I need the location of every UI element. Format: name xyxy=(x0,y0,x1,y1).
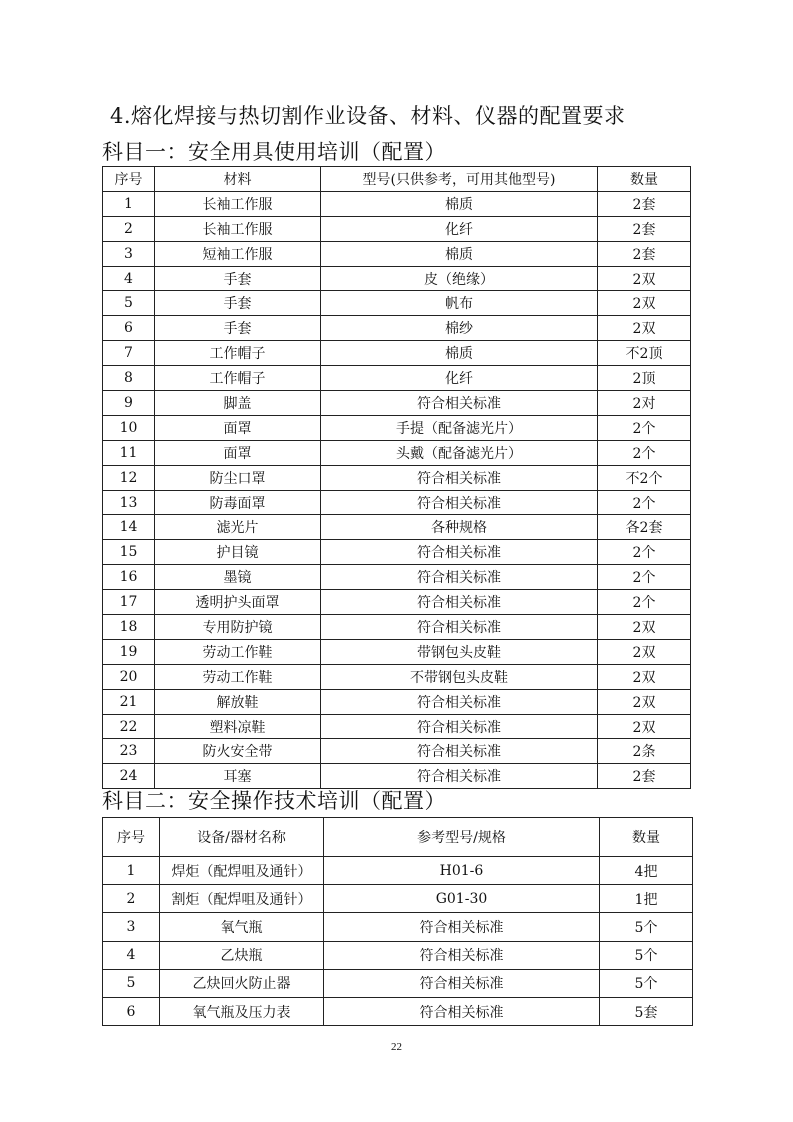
col-header-material: 材料 xyxy=(155,167,321,192)
cell-name: 工作帽子 xyxy=(155,366,321,391)
cell-quantity: 2双 xyxy=(598,266,691,291)
table-row xyxy=(103,515,691,540)
cell-number: 6 xyxy=(103,997,160,1025)
cell-spec: 符合相关标准 xyxy=(321,764,598,789)
cell-name: 氧气瓶及压力表 xyxy=(160,997,324,1025)
table-row xyxy=(103,465,691,490)
cell-quantity: 各2套 xyxy=(598,515,691,540)
cell-quantity: 2套 xyxy=(598,764,691,789)
cell-quantity: 5个 xyxy=(600,941,693,969)
table-row xyxy=(103,191,691,216)
col-header-quantity: 数量 xyxy=(600,818,693,857)
cell-name: 脚盖 xyxy=(155,391,321,416)
cell-number: 14 xyxy=(103,515,155,540)
section1-title: 科目一：安全用具使用培训（配置） xyxy=(102,140,446,164)
cell-name: 短袖工作服 xyxy=(155,241,321,266)
cell-quantity: 2双 xyxy=(598,664,691,689)
cell-quantity: 5个 xyxy=(600,969,693,997)
cell-number: 3 xyxy=(103,913,160,941)
cell-spec: 带钢包头皮鞋 xyxy=(321,639,598,664)
safety-equipment-table xyxy=(102,166,691,789)
table-row xyxy=(103,969,693,997)
table-row xyxy=(103,266,691,291)
cell-name: 塑料凉鞋 xyxy=(155,714,321,739)
cell-spec: H01-6 xyxy=(324,857,600,885)
cell-quantity: 2个 xyxy=(598,415,691,440)
cell-quantity: 2个 xyxy=(598,490,691,515)
table-row xyxy=(103,440,691,465)
table-row xyxy=(103,415,691,440)
cell-number: 11 xyxy=(103,440,155,465)
cell-spec: 符合相关标准 xyxy=(321,565,598,590)
cell-name: 劳动工作鞋 xyxy=(155,639,321,664)
cell-number: 4 xyxy=(103,941,160,969)
cell-quantity: 2套 xyxy=(598,191,691,216)
cell-name: 防火安全带 xyxy=(155,739,321,764)
cell-name: 劳动工作鞋 xyxy=(155,664,321,689)
cell-number: 6 xyxy=(103,316,155,341)
col-header-model: 型号(只供参考，可用其他型号) xyxy=(321,167,598,192)
cell-name: 滤光片 xyxy=(155,515,321,540)
table-row xyxy=(103,885,693,913)
cell-name: 面罩 xyxy=(155,415,321,440)
cell-name: 防尘口罩 xyxy=(155,465,321,490)
cell-name: 墨镜 xyxy=(155,565,321,590)
cell-spec: 符合相关标准 xyxy=(324,997,600,1025)
cell-spec: 棉纱 xyxy=(321,316,598,341)
cell-quantity: 2个 xyxy=(598,565,691,590)
cell-quantity: 5套 xyxy=(600,997,693,1025)
safety-equipment-table-body xyxy=(103,167,691,789)
cell-spec: 符合相关标准 xyxy=(321,391,598,416)
table-row xyxy=(103,764,691,789)
cell-number: 22 xyxy=(103,714,155,739)
cell-quantity: 2双 xyxy=(598,615,691,640)
cell-spec: 不带钢包头皮鞋 xyxy=(321,664,598,689)
cell-name: 手套 xyxy=(155,316,321,341)
cell-number: 3 xyxy=(103,241,155,266)
cell-quantity: 2套 xyxy=(598,216,691,241)
table-row xyxy=(103,316,691,341)
cell-quantity: 4把 xyxy=(600,857,693,885)
cell-spec: 化纤 xyxy=(321,366,598,391)
cell-spec: 头戴（配备滤光片） xyxy=(321,440,598,465)
page-number: 22 xyxy=(391,1041,402,1053)
table-row xyxy=(103,714,691,739)
cell-spec: 棉质 xyxy=(321,341,598,366)
table-row xyxy=(103,997,693,1025)
table-row xyxy=(103,639,691,664)
cell-number: 1 xyxy=(103,857,160,885)
cell-name: 解放鞋 xyxy=(155,689,321,714)
col-header-reference-model: 参考型号/规格 xyxy=(324,818,600,857)
cell-name: 防毒面罩 xyxy=(155,490,321,515)
table-row xyxy=(103,941,693,969)
cell-spec: 符合相关标准 xyxy=(321,590,598,615)
cell-number: 12 xyxy=(103,465,155,490)
cell-name: 手套 xyxy=(155,291,321,316)
table-row xyxy=(103,590,691,615)
table-row xyxy=(103,291,691,316)
cell-quantity: 2对 xyxy=(598,391,691,416)
table-row xyxy=(103,216,691,241)
cell-number: 13 xyxy=(103,490,155,515)
table-row xyxy=(103,913,693,941)
document-title: 4.熔化焊接与热切割作业设备、材料、仪器的配置要求 xyxy=(110,104,626,128)
cell-name: 长袖工作服 xyxy=(155,216,321,241)
cell-number: 18 xyxy=(103,615,155,640)
cell-number: 8 xyxy=(103,366,155,391)
cell-quantity: 2个 xyxy=(598,440,691,465)
cell-name: 割炬（配焊咀及通针） xyxy=(160,885,324,913)
cell-quantity: 2个 xyxy=(598,540,691,565)
cell-number: 4 xyxy=(103,266,155,291)
cell-name: 乙炔瓶 xyxy=(160,941,324,969)
col-header-quantity: 数量 xyxy=(598,167,691,192)
cell-name: 透明护头面罩 xyxy=(155,590,321,615)
operation-equipment-table xyxy=(102,817,693,1026)
cell-spec: 符合相关标准 xyxy=(324,969,600,997)
cell-spec: 各种规格 xyxy=(321,515,598,540)
cell-spec: 帆布 xyxy=(321,291,598,316)
cell-number: 21 xyxy=(103,689,155,714)
cell-quantity: 2个 xyxy=(598,590,691,615)
cell-name: 长袖工作服 xyxy=(155,191,321,216)
cell-quantity: 2套 xyxy=(598,241,691,266)
cell-spec: 符合相关标准 xyxy=(321,714,598,739)
cell-spec: G01-30 xyxy=(324,885,600,913)
cell-name: 手套 xyxy=(155,266,321,291)
table-row xyxy=(103,490,691,515)
cell-spec: 符合相关标准 xyxy=(321,615,598,640)
cell-number: 20 xyxy=(103,664,155,689)
cell-number: 19 xyxy=(103,639,155,664)
col-header-number: 序号 xyxy=(103,167,155,192)
cell-number: 5 xyxy=(103,291,155,316)
table-row xyxy=(103,241,691,266)
cell-number: 7 xyxy=(103,341,155,366)
cell-name: 乙炔回火防止器 xyxy=(160,969,324,997)
cell-name: 耳塞 xyxy=(155,764,321,789)
col-header-number: 序号 xyxy=(103,818,160,857)
cell-number: 23 xyxy=(103,739,155,764)
cell-quantity: 5个 xyxy=(600,913,693,941)
cell-quantity: 2双 xyxy=(598,714,691,739)
col-header-equipment-name: 设备/器材名称 xyxy=(160,818,324,857)
table-row xyxy=(103,615,691,640)
cell-spec: 棉质 xyxy=(321,241,598,266)
cell-quantity: 不2个 xyxy=(598,465,691,490)
cell-number: 2 xyxy=(103,885,160,913)
table-header-row xyxy=(103,818,693,857)
cell-number: 16 xyxy=(103,565,155,590)
cell-spec: 符合相关标准 xyxy=(321,689,598,714)
cell-quantity: 2双 xyxy=(598,316,691,341)
table-row xyxy=(103,739,691,764)
cell-number: 1 xyxy=(103,191,155,216)
cell-spec: 化纤 xyxy=(321,216,598,241)
cell-name: 焊炬（配焊咀及通针） xyxy=(160,857,324,885)
cell-number: 24 xyxy=(103,764,155,789)
cell-name: 专用防护镜 xyxy=(155,615,321,640)
table-header-row xyxy=(103,167,691,192)
cell-quantity: 2双 xyxy=(598,291,691,316)
table-row xyxy=(103,540,691,565)
cell-spec: 符合相关标准 xyxy=(321,739,598,764)
cell-name: 护目镜 xyxy=(155,540,321,565)
cell-number: 15 xyxy=(103,540,155,565)
cell-spec: 符合相关标准 xyxy=(321,490,598,515)
cell-quantity: 2条 xyxy=(598,739,691,764)
cell-spec: 手提（配备滤光片） xyxy=(321,415,598,440)
cell-number: 10 xyxy=(103,415,155,440)
cell-spec: 符合相关标准 xyxy=(324,913,600,941)
cell-number: 5 xyxy=(103,969,160,997)
cell-name: 氧气瓶 xyxy=(160,913,324,941)
cell-quantity: 2顶 xyxy=(598,366,691,391)
cell-spec: 符合相关标准 xyxy=(321,540,598,565)
cell-number: 9 xyxy=(103,391,155,416)
table-row xyxy=(103,689,691,714)
cell-quantity: 1把 xyxy=(600,885,693,913)
table-row xyxy=(103,664,691,689)
section2-title: 科目二：安全操作技术培训（配置） xyxy=(102,789,446,813)
cell-spec: 棉质 xyxy=(321,191,598,216)
cell-spec: 符合相关标准 xyxy=(321,465,598,490)
table-row xyxy=(103,366,691,391)
cell-quantity: 2双 xyxy=(598,689,691,714)
cell-name: 工作帽子 xyxy=(155,341,321,366)
cell-number: 2 xyxy=(103,216,155,241)
cell-quantity: 2双 xyxy=(598,639,691,664)
table-row xyxy=(103,857,693,885)
table-row xyxy=(103,341,691,366)
cell-quantity: 不2顶 xyxy=(598,341,691,366)
table-row xyxy=(103,391,691,416)
operation-equipment-table-body xyxy=(103,818,693,1026)
cell-spec: 皮（绝缘） xyxy=(321,266,598,291)
cell-number: 17 xyxy=(103,590,155,615)
cell-spec: 符合相关标准 xyxy=(324,941,600,969)
cell-name: 面罩 xyxy=(155,440,321,465)
table-row xyxy=(103,565,691,590)
